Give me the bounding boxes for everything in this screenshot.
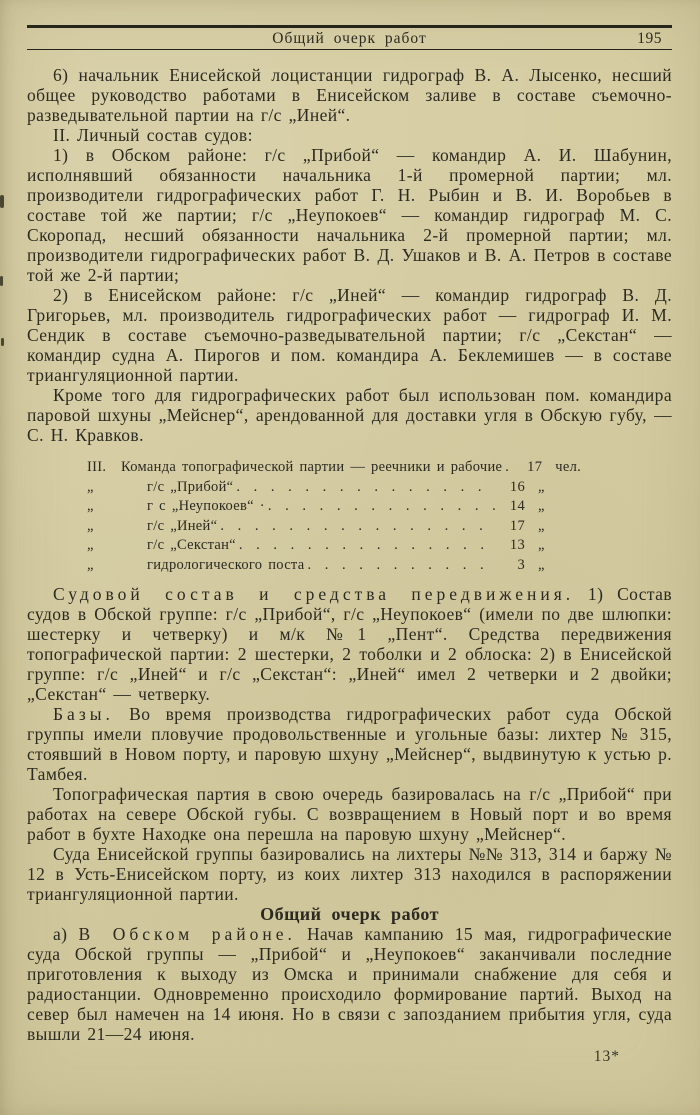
paragraph-ob-campaign	[27, 924, 672, 1044]
dot-leader	[220, 517, 496, 537]
roster-value: 14	[509, 498, 525, 514]
paper-speck	[1, 338, 4, 346]
ditto-mark: „	[538, 517, 545, 534]
ditto-mark: „	[87, 556, 94, 573]
paragraph-lysenko: 6) начальник Енисейской лоцистанции гидрограф В. А. Лысенко, несший общее руководство работами в Енисейском заливе в составе съемочно-разведывательной партии на г/с „Иней“.	[27, 65, 672, 125]
page-number: 195	[637, 30, 662, 47]
paragraph-crew-heading: II. Личный состав судов:	[53, 125, 253, 145]
roster-label: гидрологического поста	[147, 556, 305, 573]
paragraph-lead-spaced: В Обском районе.	[78, 924, 296, 944]
paragraph-yenisei-district: 2) в Енисейском районе: г/с „Иней“ — командир гидрограф В. Д. Григорьев, мл. производитель гидрографических работ — гидрограф И. М. Сендик в составе съемочно-разведывательной партии; г/с „Секстан“ — командир судна А. Пирогов и пом. командира А. Беклемишев — в составе триангуляционной партии.	[27, 285, 672, 385]
roster-row-priboy	[87, 478, 586, 498]
roster-row-hydropost	[87, 556, 586, 576]
roster-value: 16	[509, 478, 525, 495]
dot-leader	[268, 497, 496, 517]
ditto-mark: „	[87, 478, 94, 495]
paper-speck	[0, 276, 3, 286]
roster-row-iney	[87, 517, 586, 537]
paragraph-meysner-note: Кроме того для гидрографических работ был использован пом. командира паровой шхуны „Мейснер“, арендованной для доставки угля в Обскую губу, — С. Н. Кравков.	[27, 385, 672, 445]
ditto-mark: „	[538, 537, 545, 553]
roster-numeral: III.	[87, 459, 107, 475]
ditto-mark: „	[538, 498, 545, 514]
paragraph-body: Во время производства гидрографических работ суда Обской группы имели пловучие продовольственные и угольные базы: лихтер № 315, стоявший в Новом порту, и паровую шхуну „Мейснер“, выдвинутую к устью р. Тамбея.	[27, 704, 672, 784]
paragraph-body: 1) Состав судов в Обской группе: г/с „Прибой“, г/с „Неупокоев“ (имели по две шлюпки: шестерку и четверку) и м/к №1 „Пент“. Средства передвижения топографической партии: 2 шестерки, 2 тоболки и 2 облоска: 2) в Енисейской группе: г/с „Иней“ и г/с „Секстан“: „Иней“ имел 2 четверки и 2 двойки; „Секстан“ — четверку.	[27, 584, 672, 704]
roster-row-neupokoev	[87, 497, 586, 517]
topographic-party-roster	[87, 458, 586, 575]
paragraph-lead-spaced: Базы.	[53, 704, 114, 724]
roster-label: г/с „Секстан“	[147, 537, 236, 553]
dot-leader	[239, 536, 496, 556]
paragraph-vessels	[27, 584, 672, 704]
roster-value: 13	[509, 537, 525, 553]
dot-leader	[236, 478, 496, 498]
running-head-title: Общий очерк работ	[272, 30, 427, 47]
roster-value: 3	[517, 556, 525, 573]
roster-label: г с „Неупокоев“ ·	[147, 498, 265, 514]
paragraph-yenisei-group-bases: Суда Енисейской группы базировались на лихтеры №№ 313, 314 и баржу № 12 в Усть-Енисейском порту, из коих лихтер 313 находился в распоряжении триангуляционной партии.	[27, 844, 672, 904]
roster-header-row	[87, 458, 586, 478]
ditto-mark: „	[87, 537, 94, 553]
paragraph-topo-party: Топографическая партия в свою очередь базировалась на г/с „Прибой“ при работах на севере Обской губы. С возвращением в Новый порт и во время работ в бухте Находке она перешла на паровую шхуну „Мейснер“.	[27, 784, 672, 844]
paragraph-body: Начав кампанию 15 мая, гидрографические суда Обской группы — „Прибой“ и „Неупокоев“ заканчивали последние приготовления к выходу из Омска и принимали снабжение для себя и радиостанции. Одновременно происходило формирование партий. Выход на север был намечен на 14 июня. Но в связи с запозданием прибытия угля, суда вышли 21—24 июня.	[27, 924, 673, 1044]
paragraph-lead-spaced: Судовой состав и средства передвижения.	[53, 584, 575, 604]
roster-label: Команда топографической партии — реечники и рабочие	[121, 459, 503, 475]
paragraph-prefix: а)	[53, 924, 79, 944]
ditto-mark: „	[87, 517, 94, 534]
running-head	[27, 25, 672, 50]
roster-row-sekstan	[87, 536, 586, 556]
section-title: Общий очерк работ	[260, 904, 439, 924]
dot-leader	[308, 556, 497, 576]
ditto-mark: „	[538, 556, 545, 573]
roster-value: 17	[527, 459, 543, 475]
page-content	[0, 25, 700, 1067]
body-text	[27, 50, 672, 1067]
signature-mark: 13*	[593, 1048, 620, 1065]
roster-label: г/с „Иней“	[147, 517, 218, 534]
roster-label: г/с „Прибой“	[147, 478, 234, 495]
dot-leader	[505, 458, 513, 478]
roster-value: 17	[509, 517, 525, 534]
paragraph-bases	[27, 704, 672, 784]
ditto-mark: „	[87, 498, 94, 514]
ditto-mark: „	[538, 478, 545, 495]
roster-unit: чел.	[555, 459, 582, 475]
paragraph-ob-district: 1) в Обском районе: г/с „Прибой“ — командир А. И. Шабунин, исполнявший обязанности начальника 1-й промерной партии; мл. производители гидрографических работ Г. Н. Рыбин и В. И. Воробьев в составе той же партии; г/с „Неупокоев“ — командир гидрограф М. С. Скоропад, несший обязанности начальника 2-й промерной партии; мл. производители гидрографических работ В. Д. Ушаков и В. А. Петров в составе той же 2-й партии;	[27, 145, 672, 285]
paper-speck	[0, 195, 4, 208]
